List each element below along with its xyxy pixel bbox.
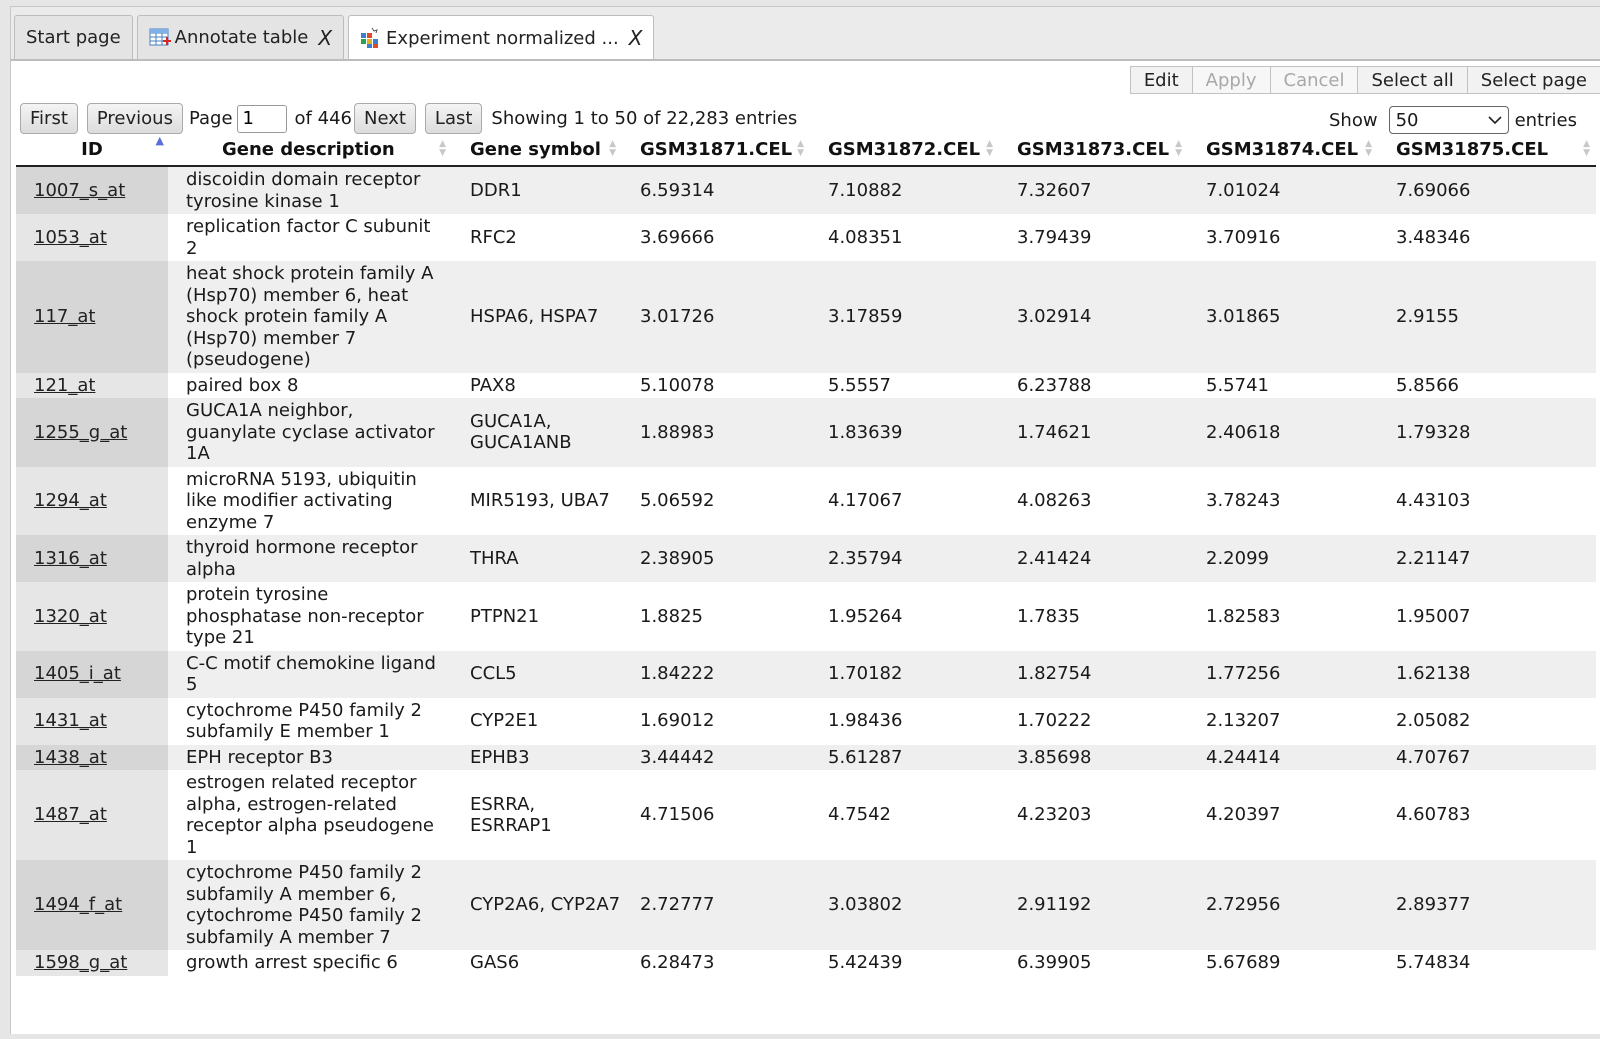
- expression-value-cell: 7.32607: [999, 166, 1188, 214]
- sort-icon: ▲ ▼: [439, 139, 446, 158]
- gene-symbol-cell: PTPN21: [470, 605, 540, 627]
- tab-label: Experiment normalized ...: [386, 27, 619, 49]
- expression-value-cell: 5.74834: [1396, 952, 1471, 973]
- page-number-input[interactable]: [237, 105, 287, 133]
- row-id-cell: [16, 261, 168, 373]
- action-toolbar: [1131, 66, 1600, 94]
- table-row[interactable]: [16, 467, 1596, 536]
- expression-value-cell: 4.08351: [828, 226, 903, 248]
- expression-value-cell: 4.20397: [1206, 804, 1281, 826]
- row-id-link[interactable]: 1255_g_at: [34, 421, 128, 443]
- expression-value-cell: 1.95264: [828, 605, 903, 627]
- expression-value-cell: 1.83639: [810, 398, 999, 467]
- expression-value-cell: 2.72777: [622, 860, 810, 950]
- expression-value-cell: 2.13207: [1206, 710, 1281, 732]
- next-page-button[interactable]: Next: [354, 103, 416, 134]
- gene-symbol-cell: THRA: [452, 535, 622, 582]
- column-header-gsm31875[interactable]: GSM31875.CEL ▲ ▼: [1378, 134, 1596, 166]
- row-id-cell: [16, 770, 168, 860]
- expression-value-cell: 2.05082: [1396, 710, 1471, 732]
- expression-value-cell: 4.60783: [1396, 804, 1471, 826]
- expression-value-cell: 1.88983: [622, 398, 810, 467]
- row-id-link[interactable]: 1487_at: [34, 804, 107, 826]
- table-row[interactable]: [16, 261, 1596, 373]
- expression-value-cell: 4.43103: [1396, 490, 1471, 511]
- expression-value-cell: 5.67689: [1206, 952, 1281, 973]
- pagination: [20, 103, 797, 134]
- expression-value-cell: 2.89377: [1378, 860, 1596, 950]
- expression-value-cell: 3.03802: [810, 860, 999, 950]
- table-row[interactable]: [16, 770, 1596, 860]
- tab-bar: [14, 15, 654, 60]
- row-id-cell: [16, 398, 168, 467]
- gene-description-cell: growth arrest specific 6: [186, 952, 398, 973]
- gene-symbol-cell: RFC2: [470, 226, 517, 248]
- column-header-gsm31871[interactable]: GSM31871.CEL ▲ ▼: [622, 134, 810, 166]
- expression-value-cell: 3.70916: [1206, 226, 1281, 248]
- row-id-link[interactable]: 1405_i_at: [34, 663, 121, 685]
- gene-description-cell: estrogen related receptor alpha, estrogen-related receptor alpha pseudogene 1: [186, 772, 434, 858]
- entries-info: Showing 1 to 50 of 22,283 entries: [491, 108, 798, 129]
- table-view: [10, 59, 1600, 1034]
- sort-icon: ▲ ▼: [609, 139, 616, 158]
- table-row[interactable]: [16, 214, 1596, 261]
- expression-value-cell: 1.74621: [999, 398, 1188, 467]
- column-header-gene-symbol[interactable]: Gene symbol ▲ ▼: [452, 134, 622, 166]
- sort-icon: ▲ ▼: [986, 139, 993, 158]
- expression-value-cell: 1.7835: [1017, 605, 1080, 627]
- expression-value-cell: 6.28473: [640, 952, 715, 973]
- row-id-cell: [16, 214, 168, 261]
- row-id-link[interactable]: 1320_at: [34, 605, 107, 627]
- sort-asc-icon: ▲: [155, 134, 164, 147]
- gene-description-cell: EPH receptor B3: [168, 745, 452, 771]
- expression-value-cell: 1.98436: [828, 710, 903, 732]
- row-id-link[interactable]: 1053_at: [34, 226, 107, 248]
- row-id-cell: [16, 950, 168, 976]
- row-id-cell: [16, 651, 168, 698]
- gene-description-cell: heat shock protein family A (Hsp70) member 6, heat shock protein family A (Hsp70) member 7 (pseudogene): [168, 261, 452, 373]
- expression-value-cell: 1.79328: [1378, 398, 1596, 467]
- column-header-gsm31873[interactable]: GSM31873.CEL ▲ ▼: [999, 134, 1188, 166]
- close-icon[interactable]: X: [318, 25, 333, 50]
- expression-value-cell: 5.10078: [640, 374, 715, 396]
- data-table: [16, 134, 1596, 976]
- apply-button[interactable]: Apply: [1192, 66, 1271, 94]
- expression-value-cell: 2.72956: [1188, 860, 1378, 950]
- column-header-gsm31874[interactable]: GSM31874.CEL ▲ ▼: [1188, 134, 1378, 166]
- sort-icon: ▲ ▼: [1175, 139, 1182, 158]
- table-row[interactable]: [16, 166, 1596, 214]
- gene-symbol-cell: GUCA1A, GUCA1ANB: [452, 398, 622, 467]
- gene-symbol-cell: GAS6: [470, 952, 520, 973]
- expression-value-cell: 5.61287: [810, 745, 999, 771]
- table-row[interactable]: [16, 745, 1596, 771]
- expression-value-cell: 5.5557: [828, 374, 891, 396]
- expression-value-cell: 3.48346: [1396, 226, 1471, 248]
- expression-value-cell: 2.9155: [1378, 261, 1596, 373]
- entries-label: entries: [1514, 109, 1577, 131]
- expression-value-cell: 2.35794: [810, 535, 999, 582]
- expression-value-cell: 3.44442: [622, 745, 810, 771]
- tab-annotate-table[interactable]: [137, 15, 344, 59]
- expression-value-cell: 1.95007: [1396, 605, 1471, 627]
- expression-value-cell: 7.01024: [1188, 166, 1378, 214]
- row-id-link[interactable]: 1294_at: [34, 490, 107, 511]
- expression-value-cell: 2.38905: [622, 535, 810, 582]
- expression-value-cell: 2.41424: [999, 535, 1188, 582]
- gene-symbol-cell: DDR1: [452, 166, 622, 214]
- header-row: [16, 134, 1596, 166]
- sort-icon: ▲ ▼: [797, 139, 804, 158]
- table-annotate-icon: [149, 27, 171, 49]
- row-id-cell: [16, 373, 168, 399]
- table-row[interactable]: [16, 860, 1596, 950]
- last-page-button[interactable]: Last: [425, 103, 483, 134]
- expression-value-cell: 5.8566: [1396, 374, 1459, 396]
- expression-value-cell: 2.2099: [1188, 535, 1378, 582]
- expression-value-cell: 4.70767: [1378, 745, 1596, 771]
- tab-label: Start page: [26, 27, 121, 48]
- gene-symbol-cell: EPHB3: [452, 745, 622, 771]
- gene-description-cell: cytochrome P450 family 2 subfamily A member 6, cytochrome P450 family 2 subfamily A member 7: [168, 860, 452, 950]
- gene-description-cell: cytochrome P450 family 2 subfamily E member 1: [186, 699, 422, 742]
- row-id-cell: [16, 166, 168, 214]
- page-label: Page: [188, 108, 233, 129]
- table-row[interactable]: [16, 535, 1596, 582]
- row-id-cell: [16, 698, 168, 745]
- gene-symbol-cell: CYP2E1: [470, 710, 539, 732]
- first-page-button[interactable]: First: [20, 103, 78, 134]
- expression-value-cell: 4.17067: [828, 490, 903, 511]
- gene-symbol-cell: CYP2A6, CYP2A7: [452, 860, 622, 950]
- gene-description-cell: C-C motif chemokine ligand 5: [168, 651, 452, 698]
- expression-value-cell: 1.82754: [999, 651, 1188, 698]
- row-id-link[interactable]: 1438_at: [34, 746, 107, 768]
- sort-icon: ▲ ▼: [1583, 139, 1590, 158]
- tab-label: Annotate table: [174, 27, 309, 48]
- cancel-button[interactable]: Cancel: [1270, 66, 1359, 94]
- row-id-link[interactable]: 1431_at: [34, 710, 107, 732]
- page-size-select[interactable]: [1389, 106, 1509, 134]
- edit-button[interactable]: Edit: [1130, 66, 1193, 94]
- expression-value-cell: 5.42439: [828, 952, 903, 973]
- expression-value-cell: 3.01865: [1188, 261, 1378, 373]
- expression-value-cell: 6.39905: [1017, 952, 1092, 973]
- expression-value-cell: 2.40618: [1188, 398, 1378, 467]
- expression-value-cell: 6.23788: [1017, 374, 1092, 396]
- gene-symbol-cell: CCL5: [452, 651, 622, 698]
- expression-value-cell: 1.70222: [1017, 710, 1092, 732]
- page-size-control: [1329, 106, 1577, 134]
- expression-value-cell: 6.59314: [622, 166, 810, 214]
- show-label: Show: [1329, 109, 1378, 131]
- expression-value-cell: 3.78243: [1206, 490, 1281, 511]
- row-id-cell: [16, 467, 168, 536]
- expression-value-cell: 7.69066: [1378, 166, 1596, 214]
- expression-value-cell: 1.70182: [810, 651, 999, 698]
- gene-description-cell: discoidin domain receptor tyrosine kinase 1: [168, 166, 452, 214]
- table-row[interactable]: [16, 651, 1596, 698]
- row-id-link[interactable]: 121_at: [34, 374, 96, 396]
- column-header-id[interactable]: ID ▲: [16, 134, 168, 166]
- row-id-cell: [16, 860, 168, 950]
- gene-symbol-cell: PAX8: [470, 374, 516, 396]
- sort-icon: ▲ ▼: [1365, 139, 1372, 158]
- select-all-button[interactable]: Select all: [1357, 66, 1467, 94]
- expression-value-cell: 1.77256: [1188, 651, 1378, 698]
- expression-value-cell: 4.24414: [1188, 745, 1378, 771]
- expression-value-cell: 4.23203: [1017, 804, 1092, 826]
- expression-value-cell: 1.8825: [640, 605, 703, 627]
- row-id-link[interactable]: 1007_s_at: [34, 179, 126, 201]
- row-id-cell: [16, 582, 168, 651]
- experiment-icon: [360, 27, 382, 49]
- gene-symbol-cell: MIR5193, UBA7: [470, 490, 610, 511]
- row-id-link[interactable]: 1316_at: [34, 547, 107, 569]
- chevron-down-icon: [1488, 115, 1502, 125]
- expression-value-cell: 4.71506: [640, 804, 715, 826]
- tab-experiment-normalized[interactable]: [348, 15, 654, 60]
- expression-value-cell: 4.08263: [1017, 490, 1092, 511]
- expression-value-cell: 3.01726: [622, 261, 810, 373]
- expression-value-cell: 5.5741: [1206, 374, 1269, 396]
- expression-value-cell: 2.91192: [999, 860, 1188, 950]
- close-icon[interactable]: X: [628, 26, 643, 50]
- previous-page-button[interactable]: Previous: [87, 103, 183, 134]
- gene-description-cell: microRNA 5193, ubiquitin like modifier activating enzyme 7: [186, 468, 417, 533]
- expression-value-cell: 5.06592: [640, 490, 715, 511]
- gene-symbol-cell: ESRRA, ESRRAP1: [470, 793, 552, 836]
- table-row[interactable]: [16, 582, 1596, 651]
- expression-value-cell: 3.79439: [1017, 226, 1092, 248]
- gene-description-cell: paired box 8: [186, 374, 299, 396]
- gene-description-cell: thyroid hormone receptor alpha: [168, 535, 452, 582]
- expression-value-cell: 3.02914: [999, 261, 1188, 373]
- select-page-button[interactable]: Select page: [1467, 66, 1600, 94]
- gene-symbol-cell: HSPA6, HSPA7: [452, 261, 622, 373]
- table-row[interactable]: [16, 398, 1596, 467]
- column-header-gene-description[interactable]: Gene description ▲ ▼: [168, 134, 452, 166]
- row-id-link[interactable]: 1494_f_at: [34, 894, 123, 916]
- gene-description-cell: replication factor C subunit 2: [186, 216, 431, 259]
- row-id-link[interactable]: 1598_g_at: [34, 952, 128, 973]
- gene-description-cell: protein tyrosine phosphatase non-receptor type 21: [186, 584, 424, 648]
- page-size-value: 50: [1395, 109, 1419, 131]
- row-id-cell: [16, 535, 168, 582]
- expression-value-cell: 3.17859: [810, 261, 999, 373]
- expression-value-cell: 1.69012: [640, 710, 715, 732]
- expression-value-cell: 4.7542: [828, 804, 891, 826]
- page-count: of 446: [294, 108, 352, 129]
- expression-value-cell: 3.85698: [999, 745, 1188, 771]
- table-row[interactable]: [16, 698, 1596, 745]
- table-row[interactable]: [16, 950, 1596, 976]
- expression-value-cell: 7.10882: [810, 166, 999, 214]
- tab-start-page[interactable]: [14, 15, 133, 59]
- gene-description-cell: GUCA1A neighbor, guanylate cyclase activator 1A: [168, 398, 452, 467]
- row-id-cell: [16, 745, 168, 771]
- expression-value-cell: 1.84222: [622, 651, 810, 698]
- expression-value-cell: 3.69666: [640, 226, 715, 248]
- expression-value-cell: 1.82583: [1206, 605, 1281, 627]
- table-row[interactable]: [16, 373, 1596, 399]
- expression-value-cell: 1.62138: [1378, 651, 1596, 698]
- table-body: [16, 166, 1596, 976]
- expression-value-cell: 2.21147: [1378, 535, 1596, 582]
- row-id-link[interactable]: 117_at: [34, 306, 96, 327]
- column-header-gsm31872[interactable]: GSM31872.CEL ▲ ▼: [810, 134, 999, 166]
